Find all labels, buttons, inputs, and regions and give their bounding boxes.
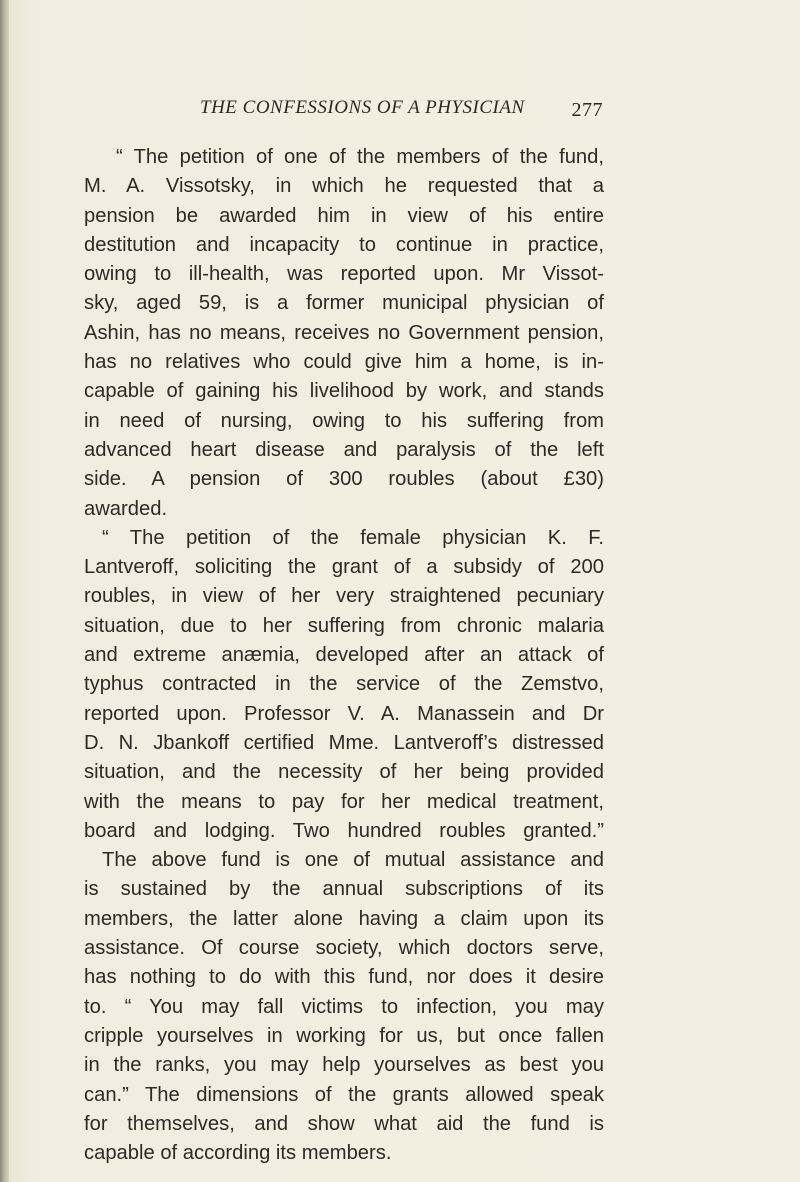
text-line: has no relatives who could give him a home, is in- — [84, 351, 604, 374]
text-line: “ The petition of the female physician K. F. — [102, 526, 604, 549]
text-line: destitution and incapacity to continue in practice, — [84, 233, 604, 256]
text-line: M. A. Vissotsky, in which he requested that a — [84, 175, 604, 198]
text-line: sky, aged 59, is a former municipal physician of — [84, 292, 604, 315]
text-line: typhus contracted in the service of the Zemstvo, — [84, 673, 604, 696]
text-line: to. “ You may fall victims to infection, you may — [84, 995, 604, 1018]
text-line: in need of nursing, owing to his suffering from — [84, 409, 604, 432]
text-line: has nothing to do with this fund, nor does it desire — [84, 966, 604, 989]
text-line: cripple yourselves in working for us, but once fallen — [84, 1024, 604, 1047]
text-line: is sustained by the annual subscriptions of its — [84, 878, 604, 901]
text-line: Ashin, has no means, receives no Government pension, — [84, 321, 604, 344]
text-line: “ The petition of one of the members of the fund, — [116, 146, 604, 168]
text-line: owing to ill-health, was reported upon. Mr Vissot- — [84, 263, 604, 286]
text-line: advanced heart disease and paralysis of the left — [84, 438, 604, 461]
text-line: capable of according its members. — [84, 1142, 392, 1165]
text-line: for themselves, and show what aid the fund is — [84, 1112, 604, 1135]
text-line: D. N. Jbankoff certified Mme. Lantveroff’s distressed — [84, 731, 604, 754]
text-line: can.” The dimensions of the grants allowed speak — [84, 1083, 604, 1106]
text-line: members, the latter alone having a claim upon its — [84, 907, 604, 930]
page-number: 277 — [571, 99, 603, 121]
text-line: assistance. Of course society, which doctors serve, — [84, 937, 604, 960]
running-head — [200, 93, 603, 123]
text-line: board and lodging. Two hundred roubles granted.” — [84, 819, 604, 842]
page-binding-edge — [0, 0, 9, 1182]
text-line: situation, and the necessity of her being provided — [84, 761, 604, 784]
running-head-title: THE CONFESSIONS OF A PHYSICIAN — [200, 97, 525, 118]
text-line: with the means to pay for her medical treatment, — [84, 790, 604, 813]
text-line: Lantveroff, soliciting the grant of a subsidy of 200 — [84, 556, 604, 579]
text-line: pension be awarded him in view of his entire — [84, 204, 604, 227]
text-line: in the ranks, you may help yourselves as best you — [84, 1054, 604, 1077]
text-line: side. A pension of 300 roubles (about £30) — [84, 468, 604, 491]
text-line: awarded. — [84, 497, 168, 520]
body-text — [84, 143, 604, 1168]
text-line: capable of gaining his livelihood by work, and stands — [84, 380, 604, 403]
text-line: reported upon. Professor V. A. Manassein and Dr — [84, 702, 604, 725]
text-line: and extreme anæmia, developed after an attack of — [84, 644, 604, 667]
text-line: The above fund is one of mutual assistance and — [102, 849, 604, 872]
text-line: roubles, in view of her very straightened pecuniary — [84, 585, 604, 608]
text-line: situation, due to her suffering from chronic malaria — [84, 614, 604, 637]
